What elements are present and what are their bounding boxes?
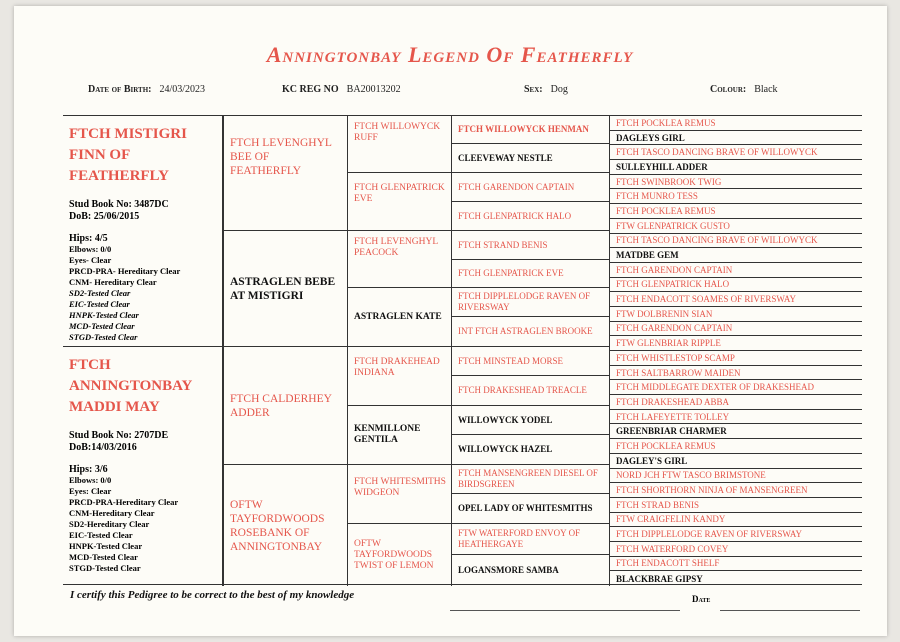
sire-elbows: Elbows: 0/0	[69, 244, 112, 254]
ancestor-name: OFTW TAYFORDWOODS ROSEBANK OF ANNINGTONBAY	[230, 498, 325, 553]
dam-eyes: Eyes: Clear	[69, 486, 112, 496]
gen5-ancestor-3	[610, 145, 862, 160]
ancestor-name: FTW DOLBRENIN SIAN	[616, 308, 713, 319]
sire-eic: EIC-Tested Clear	[69, 299, 130, 309]
ancestor-name: CLEEVEWAY NESTLE	[458, 152, 553, 163]
colour-value: Black	[754, 84, 778, 95]
gen4-ancestor-10	[452, 376, 610, 406]
kc-reg-label: KC REG NO	[282, 84, 339, 95]
gen5-ancestor-11	[610, 263, 862, 278]
gen4-ancestor-4	[452, 202, 610, 231]
gen5-ancestor-27	[610, 498, 862, 513]
ancestor-name: FTCH STRAND BENIS	[458, 239, 548, 250]
dob-label: Date of Birth:	[88, 84, 152, 95]
ancestor-name: FTCH SHORTHORN NINJA OF MANSENGREEN	[616, 485, 808, 496]
sire-name: FTCH MISTIGRI FINN OF FEATHERFLY	[69, 126, 187, 184]
ancestor-name: FTCH DIPPLELODGE RAVEN OF RIVERSWAY	[458, 291, 591, 312]
dam-eic: EIC-Tested Clear	[69, 530, 133, 540]
dam-name: FTCH ANNINGTONBAY MADDI MAY	[69, 357, 192, 415]
gen4-ancestor-11	[452, 406, 610, 435]
gen5-ancestor-2	[610, 131, 862, 146]
gen5-ancestor-9	[610, 234, 862, 249]
ancestor-name: FTCH TASCO DANCING BRAVE OF WILLOWYCK	[616, 147, 818, 158]
ancestor-name: ASTRAGLEN KATE	[354, 311, 442, 322]
colour-field	[710, 84, 778, 95]
gen5-ancestor-7	[610, 204, 862, 219]
gen5-ancestor-15	[610, 322, 862, 337]
ancestor-name: FTCH WILLOWYCK RUFF	[354, 122, 441, 143]
ancestor-name: FTW GLENPATRICK GUSTO	[616, 220, 730, 231]
ancestor-name: FTCH SALTBARROW MAIDEN	[616, 367, 741, 378]
dam-mcd: MCD-Tested Clear	[69, 552, 138, 562]
gen3-ancestor-8	[348, 524, 452, 586]
sire-stud-book	[69, 199, 222, 223]
gen5-ancestor-16	[610, 336, 862, 351]
ancestor-name: FTCH ENDACOTT SOAMES OF RIVERSWAY	[616, 294, 797, 305]
gen5-ancestor-20	[610, 395, 862, 410]
gen5-ancestor-10	[610, 248, 862, 263]
gen2-sire-sire	[223, 116, 348, 231]
ancestor-name: FTCH DRAKESHEAD TREACLE	[458, 385, 587, 395]
sire-mcd: MCD-Tested Clear	[69, 321, 135, 331]
ancestor-name: KENMILLONE GENTILA	[354, 424, 421, 445]
gen4-ancestor-6	[452, 260, 610, 288]
dam-stud-no: Stud Book No: 2707DE	[69, 430, 169, 441]
ancestor-name: FTCH DIPPLELODGE RAVEN OF RIVERSWAY	[616, 529, 803, 540]
dam-health	[69, 464, 222, 574]
sire-dob: DoB: 25/06/2015	[69, 211, 140, 222]
gen4-ancestor-7	[452, 288, 610, 317]
gen3-ancestor-6	[348, 406, 452, 465]
ancestor-name: FTCH WATERFORD COVEY	[616, 543, 729, 554]
gen3-ancestor-4	[348, 288, 452, 347]
ancestor-name: FTCH GLENPATRICK HALO	[616, 279, 730, 290]
ancestor-name: FTW GLENBRIAR RIPPLE	[616, 338, 721, 349]
ancestor-name: FTCH LEVENGHYL BEE OF FEATHERFLY	[230, 137, 332, 177]
ancestor-name: FTCH ENDACOTT SHELF	[616, 558, 720, 569]
date-label: Date	[692, 594, 711, 604]
dam-hnpk: HNPK-Tested Clear	[69, 541, 143, 551]
ancestor-name: FTCH MINSTEAD MORSE	[458, 355, 564, 366]
ancestor-name: OPEL LADY OF WHITESMITHS	[458, 503, 593, 513]
gen4-ancestor-9	[452, 347, 610, 376]
gen4-ancestor-14	[452, 494, 610, 524]
ancestor-name: FTCH GLENPATRICK EVE	[458, 268, 564, 278]
ancestor-name: DAGLEY'S GIRL	[616, 455, 688, 466]
kc-reg-field	[282, 84, 401, 95]
sire-hnpk: HNPK-Tested Clear	[69, 310, 139, 320]
dam-prcd: PRCD-PRA-Hereditary Clear	[69, 497, 179, 507]
gen5-ancestor-17	[610, 351, 862, 366]
ancestor-name: FTCH POCKLEA REMUS	[616, 440, 716, 451]
dob-field	[88, 84, 205, 95]
sire-health	[69, 233, 222, 343]
gen4-ancestor-13	[452, 465, 610, 494]
gen5-ancestor-26	[610, 483, 862, 498]
gen2-sire-dam	[223, 231, 348, 347]
ancestor-name: WILLOWYCK HAZEL	[458, 444, 553, 454]
dam-stgd: STGD-Tested Clear	[69, 563, 141, 573]
ancestor-name: SULLEYHILL ADDER	[616, 161, 708, 172]
gen5-ancestor-23	[610, 439, 862, 454]
ancestor-name: FTCH SWINBROOK TWIG	[616, 176, 722, 187]
ancestor-name: FTCH POCKLEA REMUS	[616, 205, 716, 216]
sire-eyes: Eyes- Clear	[69, 255, 112, 265]
gen5-ancestor-1	[610, 116, 862, 131]
sex-value: Dog	[550, 84, 568, 95]
ancestor-name: FTCH WHITESMITHS WIDGEON	[354, 477, 446, 498]
gen5-ancestor-6	[610, 189, 862, 204]
dam-cnm: CNM-Hereditary Clear	[69, 508, 155, 518]
ancestor-name: FTCH MIDDLEGATE DEXTER OF DRAKESHEAD	[616, 382, 814, 393]
gen4-ancestor-12	[452, 435, 610, 465]
gen5-ancestor-5	[610, 175, 862, 190]
sire-sd2: SD2-Tested Clear	[69, 288, 131, 298]
dam-stud-book	[69, 430, 222, 454]
ancestor-name: FTCH MANSENGREEN DIESEL OF BIRDSGREEN	[458, 468, 598, 489]
sire-stud-no: Stud Book No: 3487DC	[69, 199, 169, 210]
gen4-ancestor-5	[452, 231, 610, 260]
gen5-ancestor-31	[610, 557, 862, 572]
date-line	[720, 610, 860, 611]
gen5-ancestor-30	[610, 542, 862, 557]
ancestor-name: FTCH WHISTLESTOP SCAMP	[616, 352, 735, 363]
gen5-ancestor-12	[610, 278, 862, 293]
ancestor-name: DAGLEYS GIRL	[616, 132, 685, 143]
ancestor-name: ASTRAGLEN BEBE AT MISTIGRI	[230, 275, 336, 302]
ancestor-name: FTCH CALDERHEY ADDER	[230, 392, 332, 419]
gen4-ancestor-8	[452, 317, 610, 347]
sire-cell	[63, 116, 223, 347]
gen4-ancestor-1	[452, 116, 610, 144]
ancestor-name: FTCH GARENDON CAPTAIN	[616, 323, 733, 334]
gen5-ancestor-19	[610, 380, 862, 395]
certification-text: I certify this Pedigree to be correct to the best of my knowledge	[70, 589, 355, 601]
gen4-ancestor-16	[452, 555, 610, 586]
ancestor-name: BLACKBRAE GIPSY	[616, 573, 703, 584]
gen5-ancestor-24	[610, 454, 862, 469]
gen3-ancestor-7	[348, 465, 452, 524]
sire-hips: Hips: 4/5	[69, 233, 108, 244]
dam-cell	[63, 347, 223, 586]
gen2-dam-sire	[223, 347, 348, 465]
gen5-ancestor-8	[610, 219, 862, 234]
gen5-ancestor-4	[610, 160, 862, 175]
gen3-ancestor-2	[348, 173, 452, 231]
ancestor-name: FTCH POCKLEA REMUS	[616, 117, 716, 128]
dam-sd2: SD2-Hereditary Clear	[69, 519, 150, 529]
ancestor-name: WILLOWYCK YODEL	[458, 414, 553, 425]
ancestor-name: INT FTCH ASTRAGLEN BROOKE	[458, 326, 593, 336]
sex-label: Sex:	[524, 84, 543, 95]
dob-value: 24/03/2023	[159, 84, 206, 95]
gen3-ancestor-1	[348, 116, 452, 173]
ancestor-name: GREENBRIAR CHARMER	[616, 426, 727, 437]
gen2-dam-dam	[223, 465, 348, 586]
ancestor-name: OFTW TAYFORDWOODS TWIST OF LEMON	[354, 538, 434, 571]
ancestor-name: FTCH LAFEYETTE TOLLEY	[616, 411, 730, 422]
pedigree-grid	[63, 115, 862, 585]
gen5-ancestor-14	[610, 307, 862, 322]
sire-stgd: STGD-Tested Clear	[69, 332, 138, 342]
gen5-ancestor-18	[610, 366, 862, 381]
kc-reg-value: BA20013202	[346, 84, 401, 95]
dam-elbows: Elbows: 0/0	[69, 475, 112, 485]
sire-cnm: CNM- Hereditary Clear	[69, 277, 157, 287]
ancestor-name: MATDBE GEM	[616, 250, 679, 261]
ancestor-name: FTCH DRAKEHEAD INDIANA	[354, 357, 440, 378]
signature-line	[450, 610, 680, 611]
gen5-ancestor-32	[610, 571, 862, 586]
dam-hips: Hips: 3/6	[69, 464, 108, 475]
ancestor-name: FTCH WILLOWYCK HENMAN	[458, 124, 589, 134]
ancestor-name: FTW CRAIGFELIN KANDY	[616, 514, 726, 525]
ancestor-name: NORD JCH FTW TASCO BRIMSTONE	[616, 470, 766, 481]
ancestor-name: FTCH GARENDON CAPTAIN	[616, 264, 733, 275]
ancestor-name: FTCH DRAKESHEAD ABBA	[616, 396, 730, 407]
ancestor-name: FTCH STRAD BENIS	[616, 499, 700, 510]
gen5-ancestor-21	[610, 410, 862, 425]
ancestor-name: FTCH GLENPATRICK EVE	[354, 183, 445, 204]
gen3-ancestor-3	[348, 231, 452, 288]
gen5-ancestor-29	[610, 527, 862, 542]
sire-prcd: PRCD-PRA- Hereditary Clear	[69, 266, 181, 276]
gen5-ancestor-28	[610, 513, 862, 528]
ancestor-name: FTCH LEVENGHYL PEACOCK	[354, 237, 438, 258]
ancestor-name: FTCH GARENDON CAPTAIN	[458, 181, 575, 192]
colour-label: Colour:	[710, 84, 747, 95]
gen4-ancestor-3	[452, 173, 610, 202]
sex-field	[524, 84, 568, 95]
ancestor-name: FTCH MUNRO TESS	[616, 191, 698, 202]
gen4-ancestor-2	[452, 144, 610, 173]
ancestor-name: FTCH GLENPATRICK HALO	[458, 210, 572, 221]
gen5-ancestor-22	[610, 424, 862, 439]
gen5-ancestor-13	[610, 292, 862, 307]
ancestor-name: LOGANSMORE SAMBA	[458, 565, 559, 575]
ancestor-name: FTCH TASCO DANCING BRAVE OF WILLOWYCK	[616, 235, 818, 246]
gen5-ancestor-25	[610, 469, 862, 484]
gen4-ancestor-15	[452, 524, 610, 555]
pedigree-title: Anningtonbay Legend Of Featherfly	[266, 42, 634, 67]
dam-dob: DoB:14/03/2016	[69, 442, 137, 453]
ancestor-name: FTW WATERFORD ENVOY OF HEATHERGAYE	[458, 528, 581, 549]
gen3-ancestor-5	[348, 347, 452, 406]
